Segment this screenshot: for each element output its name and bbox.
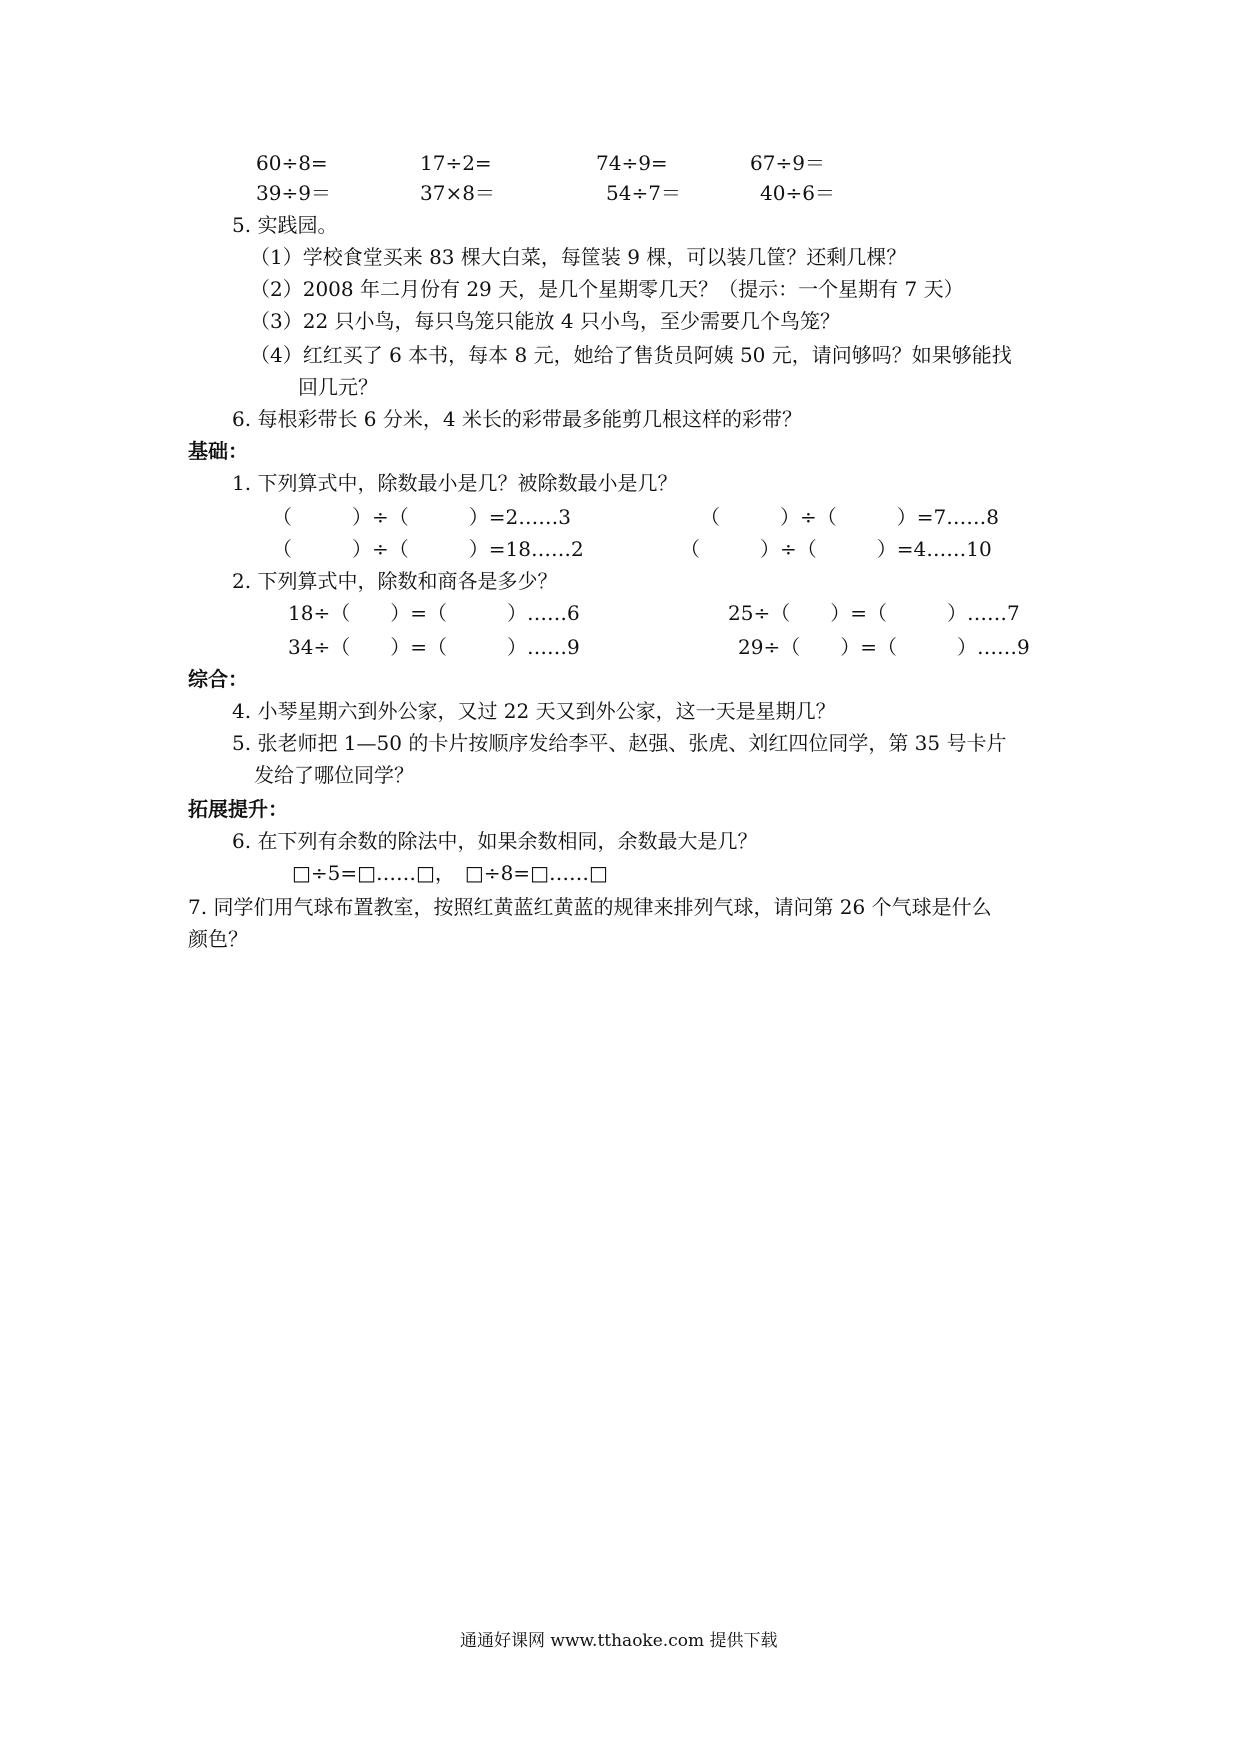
section-heading-basic: 基础： (188, 439, 248, 463)
practice-item: （2）2008 年二月份有 29 天，是几个星期零几天？（提示：一个星期有 7 天） (250, 277, 964, 301)
blank-expression: （ ）÷（ ）=7……8 (700, 505, 999, 529)
comprehensive-question-4: 4. 小琴星期六到外公家，又过 22 天又到外公家，这一天是星期几？ (232, 699, 836, 723)
extension-question-7-cont: 颜色？ (188, 927, 248, 951)
calc-cell: 17÷2= (420, 151, 492, 175)
question-6: 6. 每根彩带长 6 分米，4 米长的彩带最多能剪几根这样的彩带？ (232, 407, 802, 431)
blank-expression: 29÷（ ）=（ ）……9 (738, 635, 1030, 659)
extension-question-7: 7. 同学们用气球布置教室，按照红黄蓝红黄蓝的规律来排列气球，请问第 26 个气球是什么 (188, 895, 992, 919)
calc-cell: 67÷9＝ (750, 151, 825, 175)
blank-expression: 25÷（ ）=（ ）……7 (728, 601, 1020, 625)
basic-question-2: 2. 下列算式中，除数和商各是多少？ (232, 569, 558, 593)
comprehensive-question-5-cont: 发给了哪位同学？ (254, 763, 414, 787)
comprehensive-question-5: 5. 张老师把 1—50 的卡片按顺序发给李平、赵强、张虎、刘红四位同学，第 35 号卡片 (232, 731, 1007, 755)
calc-cell: 74÷9= (596, 151, 668, 175)
calc-cell: 39÷9＝ (256, 181, 331, 205)
blank-expression: （ ）÷（ ）=4……10 (680, 537, 992, 561)
calc-cell: 60÷8= (256, 151, 328, 175)
practice-item: （1）学校食堂买来 83 棵大白菜，每筐装 9 棵，可以装几筐？还剩几棵？ (250, 245, 907, 269)
practice-item: 回几元？ (298, 375, 378, 399)
footer-credit: 通通好课网 www.tthaoke.com 提供下载 (460, 1631, 778, 1651)
blank-expression: （ ）÷（ ）=2……3 (272, 505, 571, 529)
blank-expression: 18÷（ ）=（ ）……6 (288, 601, 580, 625)
blank-expression: 34÷（ ）=（ ）……9 (288, 635, 580, 659)
blank-expression: （ ）÷（ ）=18……2 (272, 537, 584, 561)
box-expression: □÷5=□……□， □÷8=□……□ (292, 861, 608, 885)
extension-question-6: 6. 在下列有余数的除法中，如果余数相同，余数最大是几？ (232, 829, 758, 853)
calc-cell: 54÷7＝ (606, 181, 681, 205)
practice-heading: 5. 实践园。 (232, 213, 338, 237)
calc-cell: 37×8＝ (420, 181, 495, 205)
section-heading-comprehensive: 综合： (188, 667, 248, 691)
basic-question-1: 1. 下列算式中，除数最小是几？被除数最小是几？ (232, 471, 678, 495)
practice-item: （3）22 只小鸟，每只鸟笼只能放 4 只小鸟，至少需要几个鸟笼？ (250, 309, 840, 333)
calc-cell: 40÷6＝ (760, 181, 835, 205)
practice-item: （4）红红买了 6 本书，每本 8 元，她给了售货员阿姨 50 元，请问够吗？如果够能找 (250, 343, 1012, 367)
section-heading-extension: 拓展提升： (188, 797, 288, 821)
